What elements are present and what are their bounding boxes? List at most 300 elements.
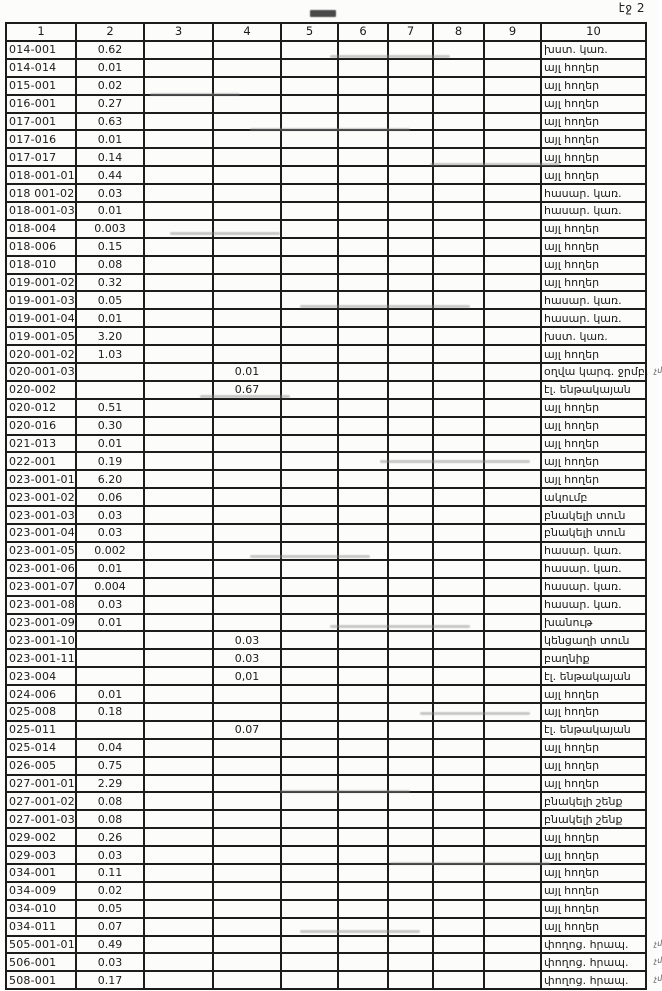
cell-land-category — [541, 452, 646, 470]
cell-empty — [144, 721, 213, 739]
table-row — [6, 631, 646, 649]
cell-empty — [281, 417, 338, 435]
cell-parcel-code: 025-011 — [6, 721, 76, 739]
cell-parcel-code: 023-001-04 — [6, 524, 76, 542]
cell-col4-value — [213, 435, 281, 453]
cell-empty — [484, 918, 541, 936]
cell-area-value: 0.26 — [76, 828, 144, 846]
cell-empty — [484, 560, 541, 578]
cell-area-value: 0.01 — [76, 435, 144, 453]
cell-empty — [281, 971, 338, 989]
table-row — [6, 971, 646, 989]
cell-empty — [338, 220, 388, 238]
cell-parcel-code: 023-001-02 — [6, 488, 76, 506]
cell-empty — [338, 345, 388, 363]
cell-parcel-code: 027-001-03 — [6, 810, 76, 828]
cell-col4-value — [213, 184, 281, 202]
cell-parcel-code: 019-001-02 — [6, 274, 76, 292]
land-category-text: այլ հողեր — [544, 830, 600, 844]
cell-empty — [338, 59, 388, 77]
cell-parcel-code: 022-001 — [6, 452, 76, 470]
cell-empty — [388, 256, 433, 274]
cell-land-category — [541, 775, 646, 793]
cell-area-value: 0.03 — [76, 184, 144, 202]
cell-empty — [433, 846, 484, 864]
cell-area-value: 0.03 — [76, 506, 144, 524]
cell-parcel-code: 034-011 — [6, 918, 76, 936]
cell-empty — [484, 542, 541, 560]
cell-empty — [338, 399, 388, 417]
cell-empty — [338, 238, 388, 256]
cell-empty — [388, 59, 433, 77]
cell-land-category — [541, 202, 646, 220]
land-category-text: էլ. ենթակայան — [544, 723, 631, 737]
cell-col4-value — [213, 524, 281, 542]
cell-empty — [281, 542, 338, 560]
cell-empty — [388, 596, 433, 614]
cell-empty — [433, 882, 484, 900]
cell-empty — [388, 775, 433, 793]
land-category-text: այլ հողեր — [544, 454, 600, 468]
cell-empty — [144, 291, 213, 309]
cell-empty — [388, 345, 433, 363]
cell-empty — [388, 524, 433, 542]
cell-empty — [144, 327, 213, 345]
land-category-text: փողոց. հրապ. — [544, 955, 629, 969]
cell-empty — [281, 470, 338, 488]
cell-empty — [338, 685, 388, 703]
cell-empty — [433, 309, 484, 327]
table-row — [6, 166, 646, 184]
cell-parcel-code: 029-003 — [6, 846, 76, 864]
cell-empty — [338, 542, 388, 560]
land-category-text: այլ հողեր — [544, 150, 600, 164]
cell-parcel-code: 034-009 — [6, 882, 76, 900]
table-row — [6, 918, 646, 936]
cell-empty — [484, 864, 541, 882]
cell-empty — [281, 560, 338, 578]
cell-col4-value: 0,01 — [213, 667, 281, 685]
cell-empty — [338, 792, 388, 810]
cell-empty — [388, 435, 433, 453]
cell-empty — [338, 470, 388, 488]
cell-empty — [281, 721, 338, 739]
table-row — [6, 614, 646, 632]
handwritten-mark: չմ — [653, 938, 662, 948]
table-row — [6, 578, 646, 596]
cell-empty — [144, 918, 213, 936]
cell-empty — [338, 667, 388, 685]
cell-empty — [144, 399, 213, 417]
cell-empty — [484, 435, 541, 453]
table-row — [6, 488, 646, 506]
cell-parcel-code: 027-001-02 — [6, 792, 76, 810]
table-row — [6, 828, 646, 846]
cell-empty — [281, 739, 338, 757]
cell-area-value: 0.04 — [76, 739, 144, 757]
cell-parcel-code: 017-016 — [6, 130, 76, 148]
land-category-text: հասար. կառ. — [544, 293, 622, 307]
cell-empty — [281, 291, 338, 309]
cell-empty — [338, 130, 388, 148]
cell-area-value — [76, 667, 144, 685]
cell-empty — [484, 327, 541, 345]
cell-col4-value — [213, 309, 281, 327]
table-row — [6, 542, 646, 560]
cell-empty — [388, 184, 433, 202]
table-row — [6, 685, 646, 703]
cell-col4-value: 0.67 — [213, 381, 281, 399]
table-row — [6, 274, 646, 292]
table-row — [6, 936, 646, 954]
cell-empty — [144, 614, 213, 632]
cell-empty — [484, 113, 541, 131]
cell-empty — [433, 381, 484, 399]
cell-parcel-code: 018-006 — [6, 238, 76, 256]
table-row — [6, 238, 646, 256]
cell-empty — [388, 792, 433, 810]
column-header: 7 — [388, 23, 433, 41]
cell-area-value: 6.20 — [76, 470, 144, 488]
land-category-text: հասար. կառ. — [544, 562, 622, 576]
cell-empty — [484, 381, 541, 399]
cell-col4-value — [213, 291, 281, 309]
cell-empty — [484, 971, 541, 989]
cell-empty — [338, 381, 388, 399]
table-row — [6, 399, 646, 417]
table-row — [6, 41, 646, 59]
cell-empty — [388, 381, 433, 399]
column-header: 9 — [484, 23, 541, 41]
cell-parcel-code: 018-010 — [6, 256, 76, 274]
cell-col4-value — [213, 578, 281, 596]
cell-col4-value: 0.07 — [213, 721, 281, 739]
cell-col4-value — [213, 220, 281, 238]
cell-area-value: 1.03 — [76, 345, 144, 363]
cell-empty — [281, 649, 338, 667]
cell-empty — [144, 184, 213, 202]
cell-empty — [281, 345, 338, 363]
cell-area-value: 0.03 — [76, 846, 144, 864]
cell-empty — [433, 739, 484, 757]
cell-empty — [281, 918, 338, 936]
table-row — [6, 524, 646, 542]
cell-empty — [433, 202, 484, 220]
cell-land-category — [541, 399, 646, 417]
cell-col4-value — [213, 327, 281, 345]
cell-area-value — [76, 631, 144, 649]
cell-empty — [388, 828, 433, 846]
cell-land-category — [541, 345, 646, 363]
cell-empty — [388, 327, 433, 345]
table-row — [6, 596, 646, 614]
cell-empty — [144, 202, 213, 220]
cell-empty — [281, 936, 338, 954]
cell-empty — [484, 900, 541, 918]
cell-land-category — [541, 614, 646, 632]
cell-col4-value — [213, 828, 281, 846]
cell-empty — [388, 685, 433, 703]
cell-empty — [338, 148, 388, 166]
cell-empty — [388, 220, 433, 238]
cell-empty — [388, 846, 433, 864]
cell-area-value: 0.08 — [76, 810, 144, 828]
cell-area-value: 0.14 — [76, 148, 144, 166]
table-row — [6, 113, 646, 131]
cell-empty — [338, 95, 388, 113]
cell-empty — [433, 220, 484, 238]
table-row — [6, 757, 646, 775]
cell-parcel-code: 014-001 — [6, 41, 76, 59]
cell-empty — [338, 936, 388, 954]
cell-empty — [388, 578, 433, 596]
cell-empty — [388, 882, 433, 900]
cell-empty — [484, 488, 541, 506]
land-category-text: օղվա կարգ. ջրմբ. — [544, 365, 649, 379]
cell-empty — [388, 95, 433, 113]
cell-land-category — [541, 918, 646, 936]
cell-empty — [388, 470, 433, 488]
cell-area-value: 0.01 — [76, 685, 144, 703]
cell-empty — [338, 578, 388, 596]
cell-empty — [144, 649, 213, 667]
cell-empty — [281, 578, 338, 596]
cell-col4-value — [213, 560, 281, 578]
table-row — [6, 130, 646, 148]
cell-empty — [484, 792, 541, 810]
cell-empty — [338, 828, 388, 846]
table-row — [6, 452, 646, 470]
cell-land-category — [541, 130, 646, 148]
cell-empty — [484, 953, 541, 971]
cell-empty — [388, 274, 433, 292]
cell-col4-value — [213, 542, 281, 560]
cell-empty — [144, 757, 213, 775]
cell-empty — [281, 327, 338, 345]
cell-empty — [338, 77, 388, 95]
land-category-text: այլ հողեր — [544, 687, 600, 701]
cell-area-value: 0.62 — [76, 41, 144, 59]
land-category-text: բաղնիք — [544, 651, 590, 665]
land-category-text: այլ հողեր — [544, 848, 600, 862]
land-category-text: այլ հողեր — [544, 472, 600, 486]
table-row — [6, 435, 646, 453]
cell-area-value: 0.01 — [76, 130, 144, 148]
table-row — [6, 560, 646, 578]
cell-land-category — [541, 846, 646, 864]
land-category-text: այլ հողեր — [544, 276, 600, 290]
cell-empty — [484, 220, 541, 238]
cell-area-value: 0.05 — [76, 900, 144, 918]
table-row — [6, 184, 646, 202]
cell-parcel-code: 025-008 — [6, 703, 76, 721]
cell-area-value: 0.08 — [76, 792, 144, 810]
table-row — [6, 703, 646, 721]
cell-empty — [281, 148, 338, 166]
cell-land-category — [541, 506, 646, 524]
cell-parcel-code: 020-001-03 — [6, 363, 76, 381]
land-category-text: հասար. կառ. — [544, 580, 622, 594]
cell-land-category — [541, 828, 646, 846]
table-row — [6, 846, 646, 864]
cell-col4-value — [213, 900, 281, 918]
cell-empty — [281, 864, 338, 882]
cell-area-value — [76, 363, 144, 381]
land-category-text: բնակելի շենք — [544, 794, 623, 808]
cell-empty — [338, 363, 388, 381]
cell-empty — [144, 435, 213, 453]
cell-empty — [433, 256, 484, 274]
cell-empty — [281, 667, 338, 685]
cell-area-value: 0.004 — [76, 578, 144, 596]
cell-area-value: 0.01 — [76, 202, 144, 220]
cell-parcel-code: 023-001-03 — [6, 506, 76, 524]
cell-parcel-code: 027-001-01 — [6, 775, 76, 793]
land-category-text: հասար. կառ. — [544, 204, 622, 218]
cell-empty — [144, 309, 213, 327]
cell-empty — [144, 953, 213, 971]
cell-empty — [388, 488, 433, 506]
cell-parcel-code: 018-001-03 — [6, 202, 76, 220]
cell-empty — [281, 309, 338, 327]
cell-empty — [144, 256, 213, 274]
cell-parcel-code: 023-001-09 — [6, 614, 76, 632]
cell-empty — [484, 721, 541, 739]
cell-parcel-code: 024-006 — [6, 685, 76, 703]
table-row — [6, 417, 646, 435]
land-category-text: բնակելի շենք — [544, 812, 623, 826]
cell-empty — [388, 113, 433, 131]
cell-col4-value — [213, 470, 281, 488]
cell-empty — [433, 113, 484, 131]
cell-col4-value — [213, 202, 281, 220]
cell-empty — [281, 77, 338, 95]
cell-empty — [144, 113, 213, 131]
cell-land-category — [541, 113, 646, 131]
cell-empty — [281, 488, 338, 506]
cell-empty — [433, 470, 484, 488]
cell-land-category — [541, 685, 646, 703]
cell-empty — [144, 59, 213, 77]
cell-empty — [433, 542, 484, 560]
cell-empty — [433, 148, 484, 166]
cell-col4-value — [213, 757, 281, 775]
cell-col4-value — [213, 256, 281, 274]
cell-empty — [281, 202, 338, 220]
cell-area-value: 0.32 — [76, 274, 144, 292]
table-row — [6, 506, 646, 524]
cell-empty — [433, 417, 484, 435]
cell-parcel-code: 029-002 — [6, 828, 76, 846]
cell-land-category — [541, 882, 646, 900]
cell-parcel-code: 023-001-08 — [6, 596, 76, 614]
cell-empty — [281, 184, 338, 202]
cell-empty — [144, 703, 213, 721]
cell-parcel-code: 019-001-03 — [6, 291, 76, 309]
cell-land-category — [541, 470, 646, 488]
cell-empty — [484, 470, 541, 488]
cell-parcel-code: 023-001-10 — [6, 631, 76, 649]
land-category-text: հասար. կառ. — [544, 311, 622, 325]
cell-col4-value — [213, 238, 281, 256]
cell-empty — [433, 184, 484, 202]
cell-land-category — [541, 596, 646, 614]
column-header: 6 — [338, 23, 388, 41]
page-number-label: էջ 2 — [618, 1, 645, 15]
cell-empty — [388, 542, 433, 560]
cell-empty — [388, 953, 433, 971]
cell-land-category — [541, 721, 646, 739]
cell-empty — [433, 649, 484, 667]
cell-col4-value — [213, 345, 281, 363]
cell-col4-value — [213, 685, 281, 703]
land-category-text: փողոց. հրապ. — [544, 937, 629, 951]
table-row — [6, 77, 646, 95]
cell-col4-value — [213, 148, 281, 166]
cell-empty — [144, 470, 213, 488]
cell-empty — [484, 649, 541, 667]
cell-land-category — [541, 291, 646, 309]
land-category-text: այլ հողեր — [544, 776, 600, 790]
cell-empty — [281, 631, 338, 649]
column-header: 1 — [6, 23, 76, 41]
table-row — [6, 202, 646, 220]
cell-empty — [144, 828, 213, 846]
table-row — [6, 953, 646, 971]
cell-col4-value — [213, 864, 281, 882]
land-category-text: հասար. կառ. — [544, 598, 622, 612]
cell-col4-value — [213, 488, 281, 506]
cell-empty — [281, 900, 338, 918]
cell-empty — [338, 649, 388, 667]
cell-empty — [484, 184, 541, 202]
cell-parcel-code: 034-010 — [6, 900, 76, 918]
handwritten-mark: չմ — [653, 956, 662, 966]
cell-parcel-code: 023-001-07 — [6, 578, 76, 596]
cell-empty — [484, 703, 541, 721]
cell-empty — [484, 614, 541, 632]
land-category-text: հասար. կառ. — [544, 544, 622, 558]
cell-empty — [388, 309, 433, 327]
cell-land-category — [541, 703, 646, 721]
cell-empty — [338, 166, 388, 184]
cell-land-category — [541, 649, 646, 667]
cell-empty — [388, 936, 433, 954]
cell-empty — [388, 202, 433, 220]
cell-land-category — [541, 274, 646, 292]
cell-col4-value — [213, 59, 281, 77]
cell-empty — [433, 452, 484, 470]
cell-land-category — [541, 971, 662, 989]
cell-empty — [433, 953, 484, 971]
cell-land-category — [541, 739, 646, 757]
cell-empty — [484, 59, 541, 77]
cell-empty — [144, 524, 213, 542]
table-row — [6, 148, 646, 166]
cell-empty — [388, 614, 433, 632]
cell-empty — [144, 345, 213, 363]
cell-empty — [144, 667, 213, 685]
cell-empty — [484, 309, 541, 327]
cell-empty — [144, 238, 213, 256]
land-category-text: այլ հողեր — [544, 920, 600, 934]
cell-empty — [338, 560, 388, 578]
cell-empty — [433, 792, 484, 810]
cell-empty — [433, 721, 484, 739]
cell-empty — [388, 399, 433, 417]
cell-empty — [338, 435, 388, 453]
cell-col4-value — [213, 417, 281, 435]
